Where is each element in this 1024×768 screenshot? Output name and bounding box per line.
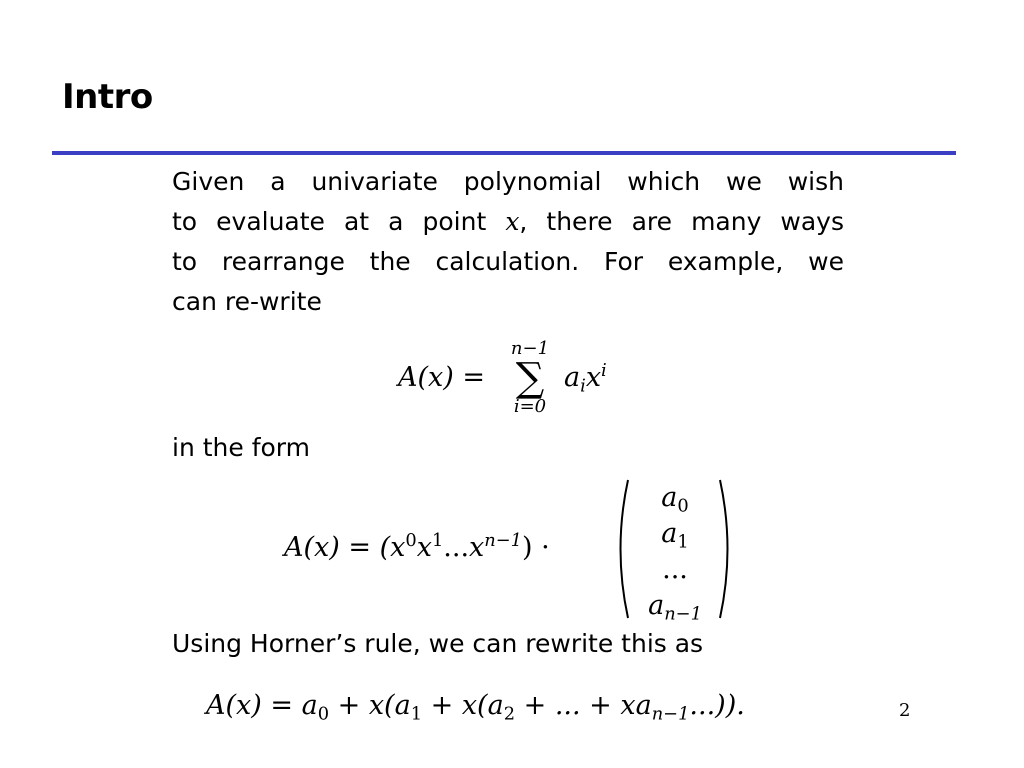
entry-base: a [661,482,678,513]
summation-operator [504,340,556,416]
equation-part: ...)). [689,690,745,721]
superscript: 0 [405,530,417,552]
upper-limit: n−1 [510,338,550,359]
right-paren-large [716,478,738,620]
transition-paragraph [172,428,844,468]
column-vector [636,480,714,624]
superscript: n−1 [484,530,522,552]
equation-part: + ... + xa [515,690,652,721]
math-variable: x [505,207,520,236]
coefficient: a [564,362,581,393]
vector-entry [636,588,714,624]
row-vector-expression [284,532,550,563]
paragraph-line: to rearrange the calculation. For example, we [172,247,844,276]
left-paren-large [610,478,632,620]
text-run: to evaluate at a point [172,207,506,236]
variable: x [469,532,485,563]
ellipsis: ... [443,532,470,563]
slide-title: Intro [62,77,153,117]
lower-limit: i=0 [513,396,547,417]
subscript: n−1 [651,703,690,725]
horner-equation [206,690,745,725]
paragraph-line: in the form [172,433,311,462]
variable: x [390,532,406,563]
entry-subscript: n−1 [664,603,702,625]
variable: x [416,532,432,563]
subscript: 1 [410,703,423,725]
entry-base: a [661,518,678,549]
subscript: i [580,375,586,397]
entry-base: ... [662,554,688,585]
subscript: 0 [317,703,330,725]
equation-part: + x(a [422,690,504,721]
paragraph-line: Using Horner’s rule, we can rewrite this as [172,629,704,658]
equation-lhs: A(x) = ( [284,532,391,563]
equation-part: + x(a [329,690,411,721]
superscript: 1 [431,530,444,552]
entry-subscript: 1 [677,531,689,553]
variable: x [585,362,602,393]
superscript: i [601,360,607,382]
vector-entry [636,516,714,552]
entry-subscript: 0 [677,495,689,517]
dot-operator: ) · [522,532,550,563]
text-run: , there are many ways [519,207,845,236]
page-number: 2 [899,700,911,721]
sigma-symbol: ∑ [515,355,545,401]
equation-part: A(x) = a [206,690,318,721]
intro-paragraph [172,162,844,322]
equation-lhs: A(x) = [398,362,485,393]
paragraph-line: can re-write [172,287,322,316]
paragraph-line [172,202,844,242]
entry-base: a [648,590,665,621]
subscript: 2 [503,703,516,725]
title-divider [52,151,956,155]
summation-term [564,360,607,397]
vector-entry [636,480,714,516]
vector-entry [636,552,714,588]
paragraph-line: Given a univariate polynomial which we wish [172,167,844,196]
horner-paragraph [172,624,844,664]
